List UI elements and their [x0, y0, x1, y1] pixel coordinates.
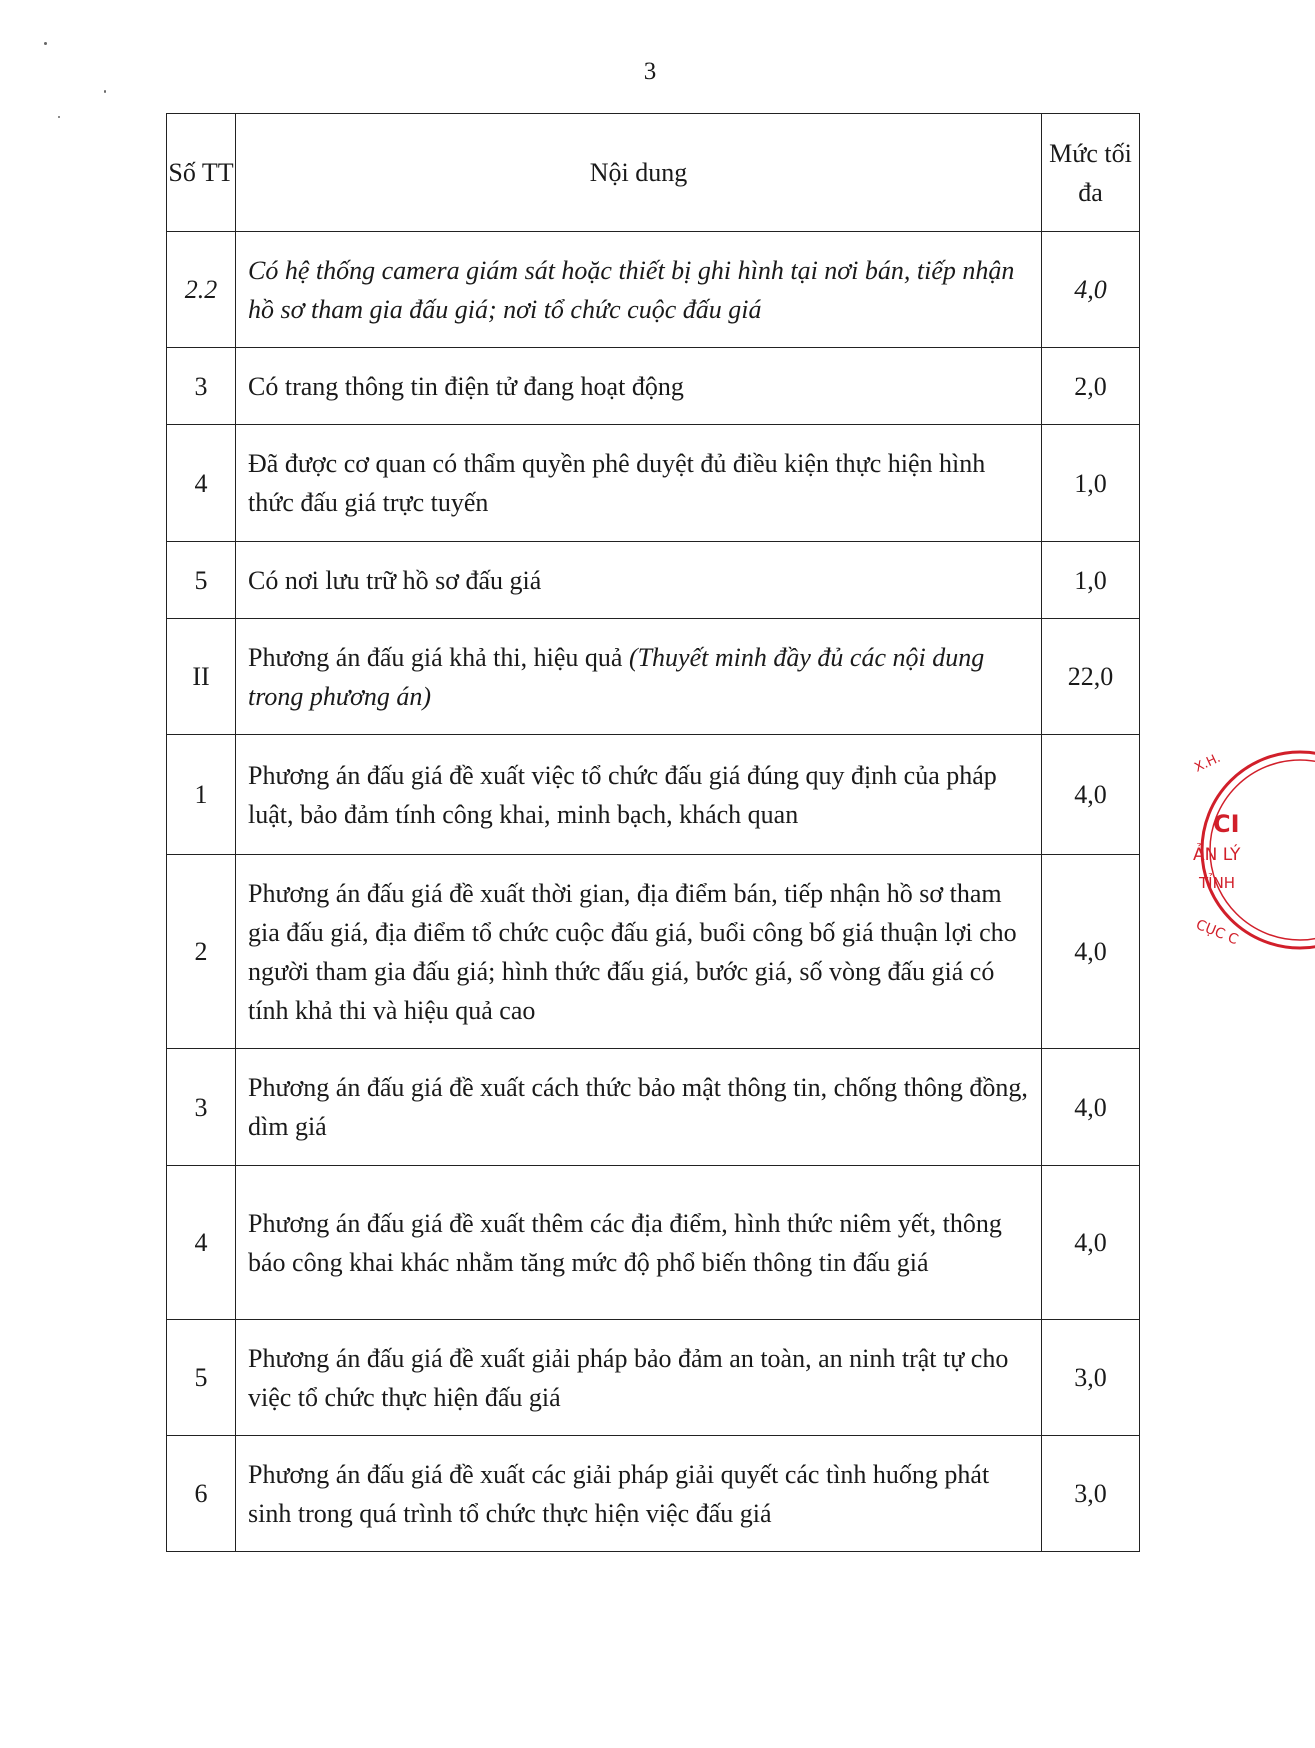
- row-max-score: 3,0: [1042, 1436, 1140, 1552]
- row-content-text: Phương án đấu giá đề xuất các giải pháp giải quyết các tình huống phát sinh trong quá trình tổ chức thực hiện việc đấu giá: [248, 1459, 990, 1528]
- scan-speck: [58, 116, 60, 118]
- row-number: 4: [167, 1166, 236, 1320]
- table-row: [167, 619, 1140, 735]
- table-row: [167, 542, 1140, 619]
- row-content-text: Có nơi lưu trữ hồ sơ đấu giá: [248, 565, 542, 595]
- row-max-score: 1,0: [1042, 425, 1140, 542]
- header-content: Nội dung: [236, 114, 1042, 232]
- table-row: [167, 735, 1140, 855]
- row-max-score: 4,0: [1042, 1166, 1140, 1320]
- row-content: [236, 1049, 1042, 1166]
- row-number: 2.2: [167, 232, 236, 348]
- row-content: [236, 1320, 1042, 1436]
- row-content: [236, 542, 1042, 619]
- stamp-text-top: X.H.: [1192, 750, 1223, 776]
- stamp-text-line-2: TỈNH: [1199, 874, 1236, 892]
- red-stamp-seal: [1185, 740, 1315, 960]
- row-content: [236, 232, 1042, 348]
- table-row: [167, 855, 1140, 1049]
- scan-speck: [104, 90, 106, 93]
- table-row: [167, 1320, 1140, 1436]
- row-content-text: Phương án đấu giá đề xuất cách thức bảo mật thông tin, chống thông đồng, dìm giá: [248, 1073, 1028, 1141]
- row-content-text: Có hệ thống camera giám sát hoặc thiết bị ghi hình tại nơi bán, tiếp nhận hồ sơ tham gia đấu giá; nơi tổ chức cuộc đấu giá: [248, 255, 1015, 324]
- row-content-text: Có trang thông tin điện tử đang hoạt động: [248, 371, 684, 401]
- table-row: [167, 425, 1140, 542]
- row-number: 5: [167, 1320, 236, 1436]
- row-max-score: 1,0: [1042, 542, 1140, 619]
- stamp-text-line-1: ẢN LÝ: [1193, 845, 1241, 865]
- scan-speck: [44, 42, 47, 45]
- row-number: 3: [167, 348, 236, 425]
- table-row: [167, 348, 1140, 425]
- row-number: 5: [167, 542, 236, 619]
- row-max-score: 2,0: [1042, 348, 1140, 425]
- row-max-score: 22,0: [1042, 619, 1140, 735]
- row-content: [236, 855, 1042, 1049]
- row-number: 2: [167, 855, 236, 1049]
- table-row: [167, 1436, 1140, 1552]
- row-content-note: (Thuyết minh đầy đủ các nội dung trong phương án): [248, 642, 985, 711]
- row-max-score: 3,0: [1042, 1320, 1140, 1436]
- row-number: II: [167, 619, 236, 735]
- row-max-score: 4,0: [1042, 735, 1140, 855]
- table-header-row: [167, 114, 1140, 232]
- row-content: [236, 1436, 1042, 1552]
- page-number: 3: [643, 58, 657, 85]
- table-row: [167, 1049, 1140, 1166]
- row-max-score: 4,0: [1042, 1049, 1140, 1166]
- row-content: [236, 425, 1042, 542]
- row-content-text: Phương án đấu giá khả thi, hiệu quả: [248, 642, 629, 672]
- criteria-table: [166, 113, 1140, 1552]
- row-content: [236, 1166, 1042, 1320]
- row-number: 4: [167, 425, 236, 542]
- table-row: [167, 1166, 1140, 1320]
- stamp-text-bottom: CỤC C: [1193, 916, 1241, 949]
- header-max: Mức tối đa: [1042, 114, 1140, 232]
- row-max-score: 4,0: [1042, 232, 1140, 348]
- row-number: 3: [167, 1049, 236, 1166]
- row-content: [236, 735, 1042, 855]
- row-content-text: Phương án đấu giá đề xuất thêm các địa điểm, hình thức niêm yết, thông báo công khai khác nhằm tăng mức độ phổ biến thông tin đấu giá: [248, 1208, 1002, 1277]
- row-content-text: Đã được cơ quan có thẩm quyền phê duyệt đủ điều kiện thực hiện hình thức đấu giá trực tuyến: [248, 449, 986, 517]
- row-content-text: Phương án đấu giá đề xuất việc tổ chức đấu giá đúng quy định của pháp luật, bảo đảm tính công khai, minh bạch, khách quan: [248, 760, 997, 829]
- stamp-text-mid: CI: [1213, 810, 1240, 838]
- row-number: 1: [167, 735, 236, 855]
- row-content: [236, 619, 1042, 735]
- row-number: 6: [167, 1436, 236, 1552]
- header-no: Số TT: [167, 114, 236, 232]
- row-max-score: 4,0: [1042, 855, 1140, 1049]
- row-content-text: Phương án đấu giá đề xuất thời gian, địa điểm bán, tiếp nhận hồ sơ tham gia đấu giá, địa điểm tổ chức cuộc đấu giá, buổi công bố giá thuận lợi cho người tham gia đấu giá; hình thức đấu giá, bước giá, số vòng đấu giá có tính khả thi và hiệu quả cao: [248, 878, 1017, 1025]
- row-content-text: Phương án đấu giá đề xuất giải pháp bảo đảm an toàn, an ninh trật tự cho việc tổ chức thực hiện đấu giá: [248, 1343, 1009, 1412]
- row-content: [236, 348, 1042, 425]
- table-row: [167, 232, 1140, 348]
